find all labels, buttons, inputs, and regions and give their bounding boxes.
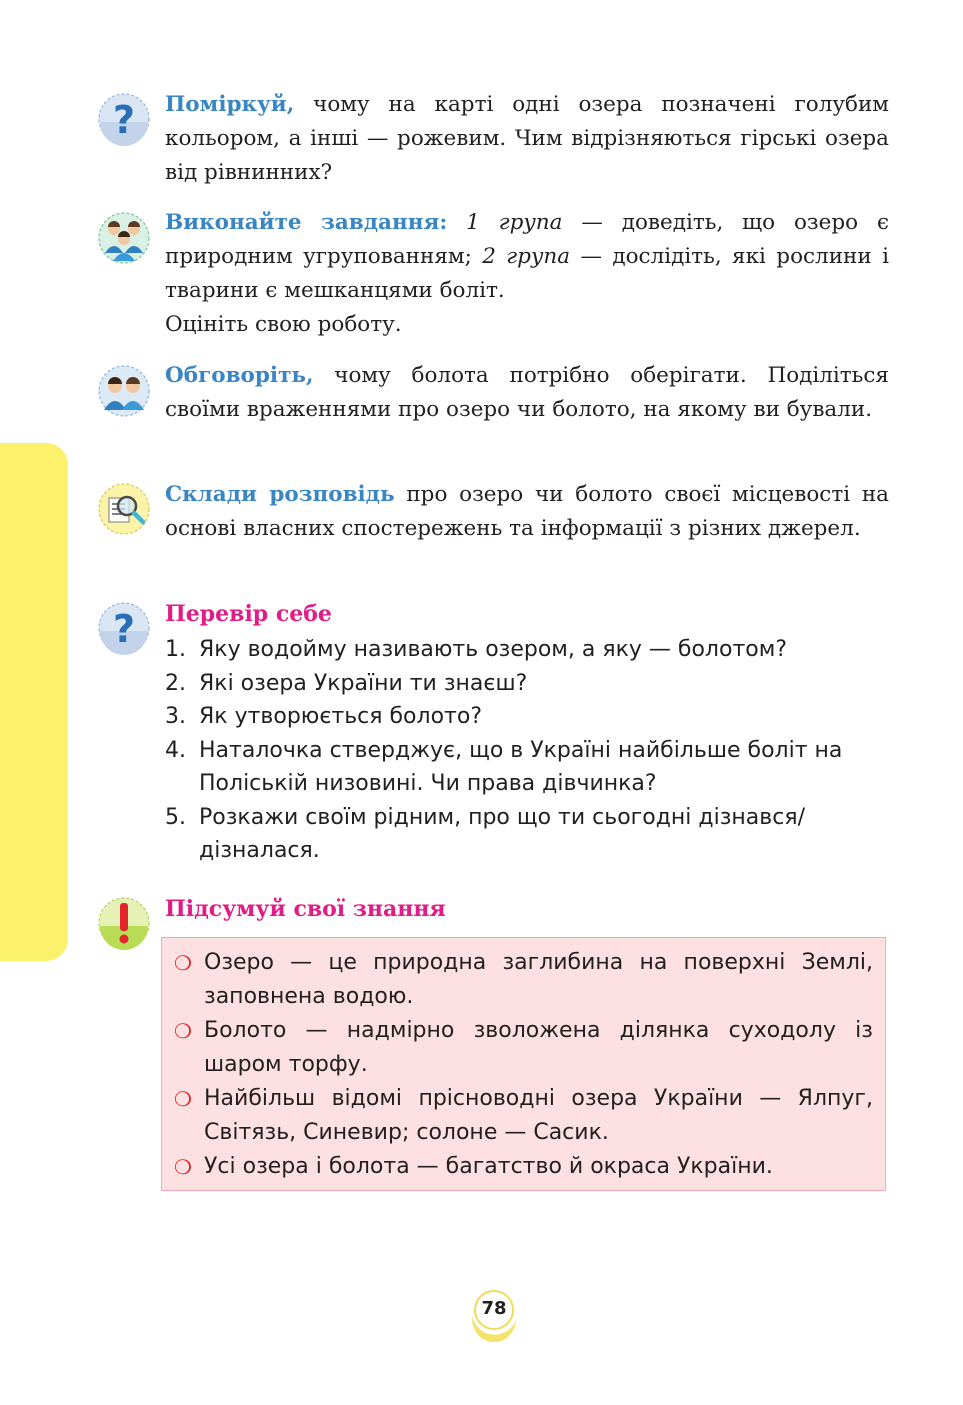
page-number-text: 78: [481, 1298, 507, 1319]
item-text: Як утворюється болото?: [199, 704, 482, 729]
side-color-tab: [0, 443, 68, 961]
story-lead: Склади розповідь: [165, 482, 395, 507]
task-text2: — дослідіть, які рослини і тварини є мешканцями боліт.: [165, 244, 889, 303]
bullet-icon: ❍: [174, 1155, 192, 1179]
discuss-text: чому болота потрібно оберігати. Поділіться своїми враженнями про озеро чи болото, на якому ви бували.: [165, 363, 889, 422]
svg-text:?: ?: [112, 607, 136, 651]
list-item: [165, 700, 889, 734]
item-text: Озеро — це природна заглибина на поверхні Землі, заповнена водою.: [204, 950, 873, 1009]
task-evaluate: Оцініть свою роботу.: [165, 312, 402, 337]
list-item: [174, 946, 873, 1014]
list-item: [174, 1014, 873, 1082]
bullet-icon: ❍: [174, 1087, 192, 1111]
two-people-icon: [97, 364, 151, 418]
check-list: [165, 633, 889, 868]
item-text: Розкажи своїм рідним, про що ти сьогодні дізнався/ дізналася.: [199, 804, 805, 863]
task-section: [165, 206, 889, 342]
discuss-section: [165, 359, 889, 427]
item-text: Болото — надмірно зволожена ділянка суходолу із шаром торфу.: [204, 1018, 873, 1077]
group-of-people-icon: [97, 211, 151, 265]
think-section: [165, 88, 889, 190]
list-item: [165, 801, 889, 868]
list-item: [174, 1082, 873, 1150]
exclamation-mark-icon: [97, 896, 151, 950]
item-number: 1.: [165, 637, 186, 662]
item-number: 3.: [165, 704, 186, 729]
item-number: 5.: [165, 804, 186, 830]
check-title: Перевір себе: [165, 601, 332, 627]
item-text: Які озера України ти знаєш?: [199, 670, 528, 696]
item-text: Яку водойму називають озером, а яку — болотом?: [199, 637, 787, 662]
list-item: [165, 734, 889, 801]
list-item: [174, 1150, 873, 1184]
think-paragraph: [165, 88, 889, 190]
discuss-paragraph: [165, 359, 889, 427]
check-section: [165, 597, 889, 868]
list-item: [165, 667, 889, 701]
task-text1: — доведіть, що озеро є природним угрупованням;: [165, 210, 889, 269]
magnifier-document-icon: [97, 482, 151, 536]
item-number: 4.: [165, 737, 186, 763]
bullet-icon: ❍: [174, 1019, 192, 1043]
question-mark-icon: [97, 601, 151, 655]
story-paragraph: [165, 478, 889, 546]
item-text: Найбільш відомі прісноводні озера України — Ялпуг, Світязь, Синевир; солоне — Сасик.: [204, 1086, 873, 1145]
think-text: чому на карті одні озера позначені голубим кольором, а інші — рожевим. Чим відрізняються гірські озера від рівнинних?: [165, 92, 889, 185]
story-section: [165, 478, 889, 546]
summary-heading-block: [165, 892, 889, 926]
bullet-icon: ❍: [174, 951, 192, 975]
story-text: про озеро чи болото своєї місцевості на основі власних спостережень та інформації з різних джерел.: [165, 482, 889, 541]
svg-text:?: ?: [112, 98, 136, 142]
page-number: [467, 1288, 521, 1342]
item-text: Усі озера і болота — багатство й окраса України.: [204, 1154, 773, 1179]
item-text: Наталочка стверджує, що в Україні найбільше боліт на Поліській низовині. Чи права дівчинка?: [199, 737, 843, 796]
task-paragraph: [165, 206, 889, 308]
task-group1: 1 група: [447, 210, 563, 235]
discuss-lead: Обговоріть,: [165, 363, 314, 388]
summary-box: [161, 937, 886, 1191]
task-group2: 2 група: [471, 244, 571, 269]
list-item: [165, 633, 889, 667]
think-lead: Поміркуй,: [165, 92, 295, 117]
question-mark-icon: [97, 92, 151, 146]
summary-title: Підсумуй свої знання: [165, 896, 446, 922]
item-number: 2.: [165, 670, 186, 696]
summary-list: [174, 946, 873, 1184]
task-lead: Виконайте завдання:: [165, 210, 448, 235]
